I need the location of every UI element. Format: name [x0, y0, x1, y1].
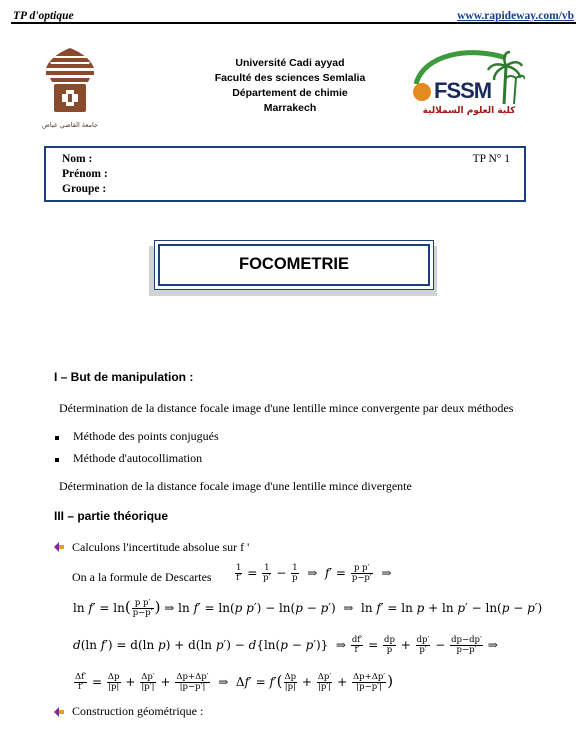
section1-intro: Détermination de la distance focale image d'une lentille mince convergente par deux méthodes: [59, 401, 514, 415]
item-uncertainty: Calculons l'incertitude absolue sur f ': [72, 540, 250, 554]
department-name: Département de chimie: [232, 87, 348, 99]
equation-uncertainty: $\frac{\Delta f'}{f'}$ = $\frac{\Delta p}{|p|}$ + $\frac{\Delta p'}{|p'|}$ + $\frac{\Delta p+\Delta p'}{|p-p'|}$ ⇒ Δf′ = f′( $\frac{\Delta p}{|p|}$ + $\frac{\Delta p'}{|p'|}$ + $\frac{\Delta p+\Delta p'}{|p-p'|}$ ): [75, 672, 394, 692]
tp-number: TP N° 1: [472, 153, 510, 165]
fssm-logo: [410, 44, 525, 124]
prenom-label: Prénom :: [62, 168, 108, 180]
header-divider: [11, 22, 576, 24]
city-name: Marrakech: [263, 102, 317, 114]
arrow-bullet-icon: [53, 706, 65, 718]
university-name: Université Cadi ayyad: [235, 57, 345, 69]
section1-heading: I – But de manipulation :: [54, 370, 194, 384]
page-title: FOCOMETRIE: [239, 255, 349, 273]
groupe-label: Groupe :: [62, 183, 107, 195]
title-box: [154, 240, 434, 290]
header-website-link[interactable]: www.rapideway.com/vb: [457, 10, 574, 22]
section3-heading: III – partie théorique: [54, 509, 169, 523]
bullet-item-autocollimation: Méthode d'autocollimation: [73, 451, 203, 465]
equation-differential: d(ln f′) = d(ln p) + d(ln p′) − d{ln(p − p′)} ⇒ $\frac{df'}{f'}$ = $\frac{dp}{p}$ + $\frac{dp'}{p'}$ − $\frac{dp-dp'}{p-p'}$ ⇒: [73, 635, 498, 655]
fssm-logo-caption: كلية العلوم السملالية: [422, 106, 516, 116]
bullet-square-icon: [55, 458, 59, 462]
descartes-text: On a la formule de Descartes: [72, 570, 212, 584]
equation-descartes: $\frac{1}{f'}$ = $\frac{1}{p'}$ − $\frac{1}{p}$ ⇒ f′ = $\frac{\text{p p′}}{p-p'}$ ⇒: [236, 563, 392, 583]
faculty-name: Faculté des sciences Semlalia: [214, 72, 366, 84]
student-identity-box: [44, 146, 526, 202]
arrow-bullet-icon: [53, 541, 65, 553]
section1-divergent: Détermination de la distance focale image d'une lentille mince divergente: [59, 479, 412, 493]
university-info: [160, 56, 420, 116]
bullet-square-icon: [55, 436, 59, 440]
item-construction: Construction géométrique :: [72, 704, 204, 718]
nom-label: Nom :: [62, 153, 93, 165]
fssm-logo-text: FSSM: [434, 78, 492, 103]
bullet-item-conjugate-points: Méthode des points conjugués: [73, 429, 219, 443]
university-logo-caption: جامعة القاضي عياض: [42, 121, 98, 129]
header-title: TP d'optique: [13, 10, 74, 22]
university-logo: [40, 44, 100, 130]
equation-log: ln f′ = ln( $\frac{\text{p p′}}{p-p'}$ ) ⇒ ln f′ = ln(p p′) − ln(p − p′) ⇒ ln f′ = ln p + ln p′ − ln(p − p′): [73, 598, 543, 618]
